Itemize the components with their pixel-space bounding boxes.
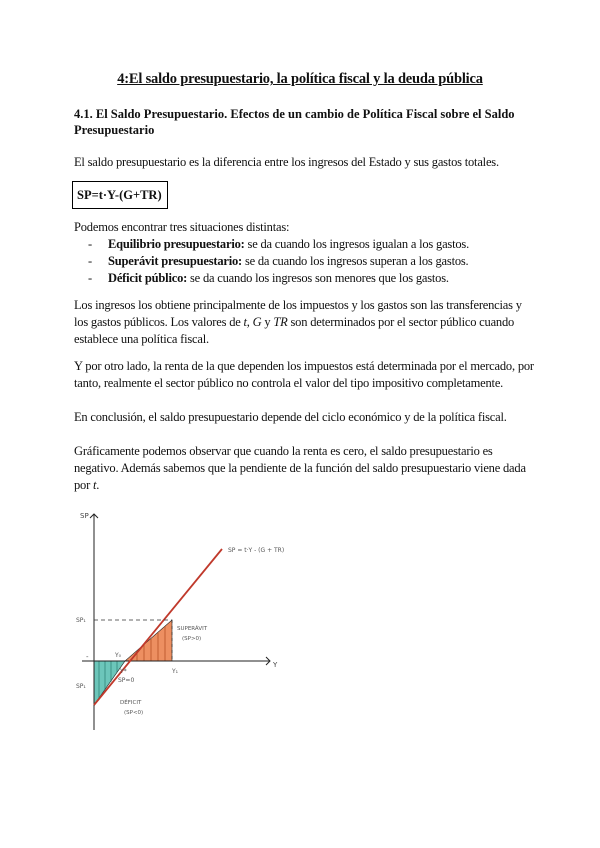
superavit-cond-label: (SP>0) — [182, 636, 202, 642]
paragraph-ingresos: Los ingresos los obtiene principalmente de los impuestos y los gastos son las transferencias y los gastos públicos. Los valores de t, G y TR son determinados por el sector público cuando establece una política fiscal. — [74, 298, 522, 346]
origin-minus-label: - — [86, 653, 89, 661]
deficit-label: DÉFICIT — [120, 700, 142, 706]
paragraph-renta: Y por otro lado, la renta de la que dependen los impuestos está determinada por el mercado, por tanto, realmente el sector público no controla el valor del tipo impositivo completamente. — [74, 359, 534, 390]
y1-label: Y₁ — [172, 668, 179, 675]
list-item: - Equilibrio presupuestario: se da cuando los ingresos igualan a los gastos. — [88, 237, 469, 251]
y0-label: Y₀ — [115, 652, 122, 659]
list-desc: se da cuando los ingresos igualan a los gastos. — [244, 237, 469, 251]
sp1-lower-label: SP₁ — [76, 683, 86, 690]
list-term: Déficit público: — [108, 271, 188, 285]
situations-list — [88, 236, 548, 287]
list-desc: se da cuando los ingresos superan a los gastos. — [242, 254, 469, 268]
line-label: SP = t·Y - (G + TR) — [228, 547, 285, 554]
page-title: 4:El saldo presupuestario, la política fiscal y la deuda pública — [117, 71, 483, 87]
y-axis-label: SP — [80, 512, 89, 520]
list-desc: se da cuando los ingresos son menores que los gastos. — [187, 271, 449, 285]
budget-balance-graph — [72, 500, 342, 745]
x-axis-label: Y — [273, 661, 278, 669]
section-heading: 4.1. El Saldo Presupuestario. Efectos de un cambio de Política Fiscal sobre el Saldo Presupuestario — [74, 107, 515, 137]
paragraph-conclusion: En conclusión, el saldo presupuestario depende del ciclo económico y de la política fiscal. — [74, 410, 507, 424]
ystar-label: Y* — [120, 668, 127, 675]
list-term: Equilibrio presupuestario: — [108, 237, 245, 251]
superavit-label: SUPERÁVIT — [177, 626, 208, 632]
formula-box: SP=t·Y-(G+TR) — [72, 181, 168, 209]
deficit-cond-label: (SP<0) — [124, 710, 144, 716]
sp1-label: SP₁ — [76, 617, 86, 624]
list-term: Superávit presupuestario: — [108, 254, 243, 268]
situations-intro: Podemos encontrar tres situaciones distintas: — [74, 220, 290, 234]
list-item: - Superávit presupuestario: se da cuando los ingresos superan a los gastos. — [88, 254, 469, 268]
paragraph-grafico: Gráficamente podemos observar que cuando la renta es cero, el saldo presupuestario es negativo. Además sabemos que la pendiente de la función del saldo presupuestario viene dada por t. — [74, 444, 526, 492]
list-item: - Déficit público: se da cuando los ingresos son menores que los gastos. — [88, 271, 449, 285]
intro-paragraph: El saldo presupuestario es la diferencia entre los ingresos del Estado y sus gastos totales. — [74, 155, 499, 169]
sp-zero-label: SP=0 — [118, 677, 135, 684]
